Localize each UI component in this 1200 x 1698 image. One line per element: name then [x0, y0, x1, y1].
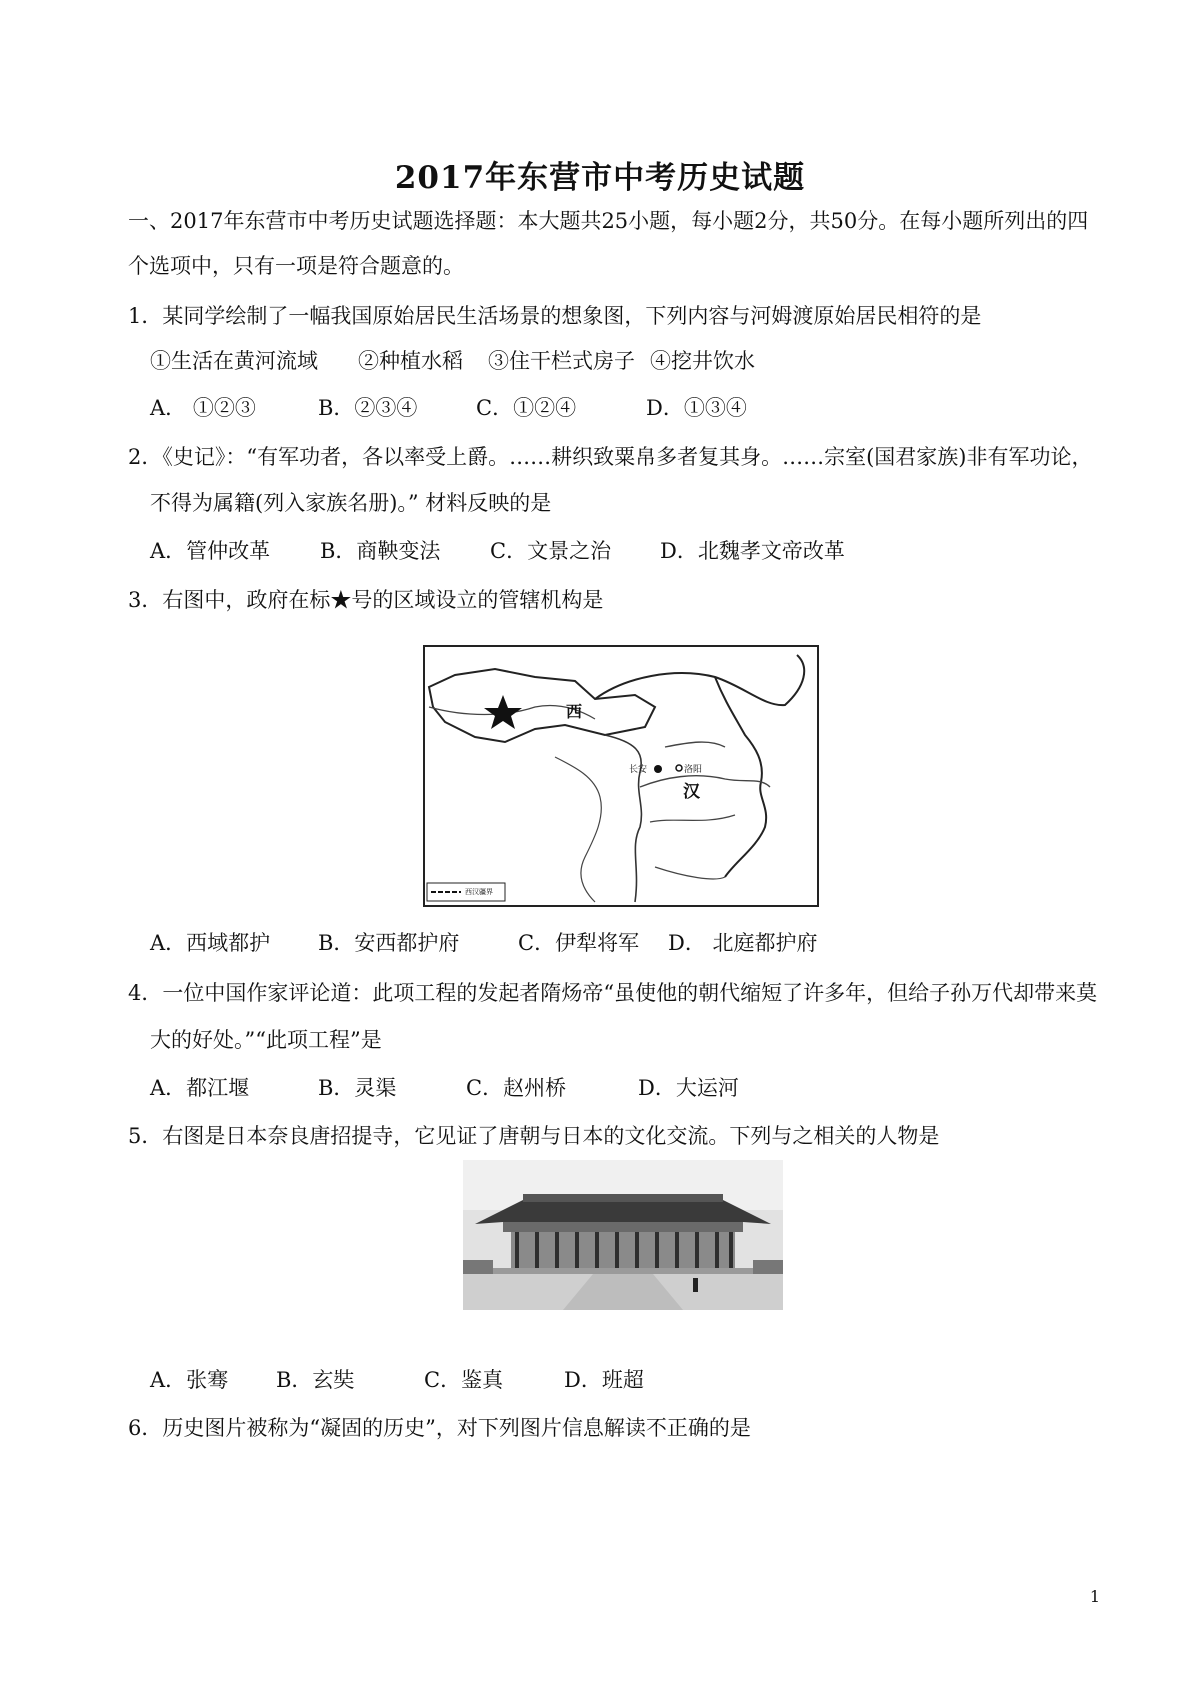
q5-option-c: C．鉴真: [424, 1368, 504, 1392]
q1-item: ④挖井饮水: [650, 349, 755, 373]
map-label-west: 西: [566, 702, 583, 721]
q3-option-c: C．伊犁将军: [518, 931, 640, 955]
page-title: 2017年东营市中考历史试题: [394, 160, 806, 196]
q1-item: ①生活在黄河流域: [150, 349, 318, 373]
q4-option-a: A．都江堰: [150, 1076, 250, 1100]
section-instruction-line-1: 一、2017年东营市中考历史试题选择题：本大题共25小题，每小题2分，共50分。在每小题所列出的四: [128, 209, 1089, 233]
toshodaiji-temple-photo: [463, 1160, 783, 1310]
q4-stem-line-2: 大的好处。”“此项工程”是: [150, 1028, 382, 1052]
star-marker-icon: [484, 695, 522, 729]
q3-option-b: B．安西都护府: [318, 931, 460, 955]
q2-option-a: A．管仲改革: [150, 539, 271, 563]
q2-stem-line-2: 不得为属籍(列入家族名册)。” 材料反映的是: [150, 491, 552, 515]
q2-option-d: D．北魏孝文帝改革: [660, 539, 845, 563]
page-number: 1: [1089, 1587, 1100, 1606]
q3-option-a: A．西域都护: [150, 931, 271, 955]
q1-item: ②种植水稻: [358, 349, 463, 373]
q1-option-b: B．②③④: [318, 396, 418, 420]
q2-option-c: C．文景之治: [490, 539, 612, 563]
temple-image: [463, 1160, 783, 1310]
map-city-luoyang: 洛阳: [684, 765, 703, 775]
q5-option-b: B．玄奘: [276, 1368, 355, 1392]
luoyang-dot-icon: [676, 765, 682, 771]
q1-option-c: C．①②④: [476, 396, 577, 420]
q2-option-b: B．商鞅变法: [320, 539, 441, 563]
changan-dot-icon: [654, 765, 662, 773]
q1-options: [150, 392, 747, 422]
q4-option-c: C．赵州桥: [466, 1076, 567, 1100]
map-label-han: 汉: [683, 782, 700, 802]
map-city-changan: 长安: [629, 765, 648, 775]
map-legend-label: 西汉疆界: [465, 888, 493, 896]
q4-option-b: B．灵渠: [318, 1076, 397, 1100]
q3-option-d: D． 北庭都护府: [668, 931, 818, 955]
map-drawing: [425, 647, 817, 905]
q5-option-a: A．张骞: [150, 1368, 229, 1392]
q4-option-d: D．大运河: [638, 1076, 739, 1100]
q3-stem: 3．右图中，政府在标★号的区域设立的管辖机构是: [128, 588, 604, 612]
q1-option-a: A． ①②③: [150, 396, 256, 420]
western-han-map: [423, 645, 819, 907]
q1-items: [150, 345, 755, 375]
q2-stem-line-1: 2．《史记》：“有军功者，各以率受上爵。……耕织致粟帛多者复其身。……宗室(国君家族)非有军功论，: [128, 445, 1093, 469]
q5-option-d: D．班超: [564, 1368, 644, 1392]
q4-stem-line-1: 4．一位中国作家评论道：此项工程的发起者隋炀帝“虽使他的朝代缩短了许多年，但给子孙万代却带来莫: [128, 981, 1098, 1005]
q1-item: ③住干栏式房子: [488, 349, 635, 373]
q1-stem: 1．某同学绘制了一幅我国原始居民生活场景的想象图，下列内容与河姆渡原始居民相符的是: [128, 304, 982, 328]
q1-option-d: D．①③④: [646, 396, 747, 420]
q4-options: [150, 1072, 739, 1102]
q5-options: [150, 1364, 644, 1394]
q2-options: [150, 535, 845, 565]
q6-stem: 6．历史图片被称为“凝固的历史”，对下列图片信息解读不正确的是: [128, 1416, 751, 1440]
section-instruction-line-2: 个选项中，只有一项是符合题意的。: [128, 254, 464, 278]
q5-stem: 5．右图是日本奈良唐招提寺，它见证了唐朝与日本的文化交流。下列与之相关的人物是: [128, 1124, 940, 1148]
q3-options: [150, 927, 818, 957]
